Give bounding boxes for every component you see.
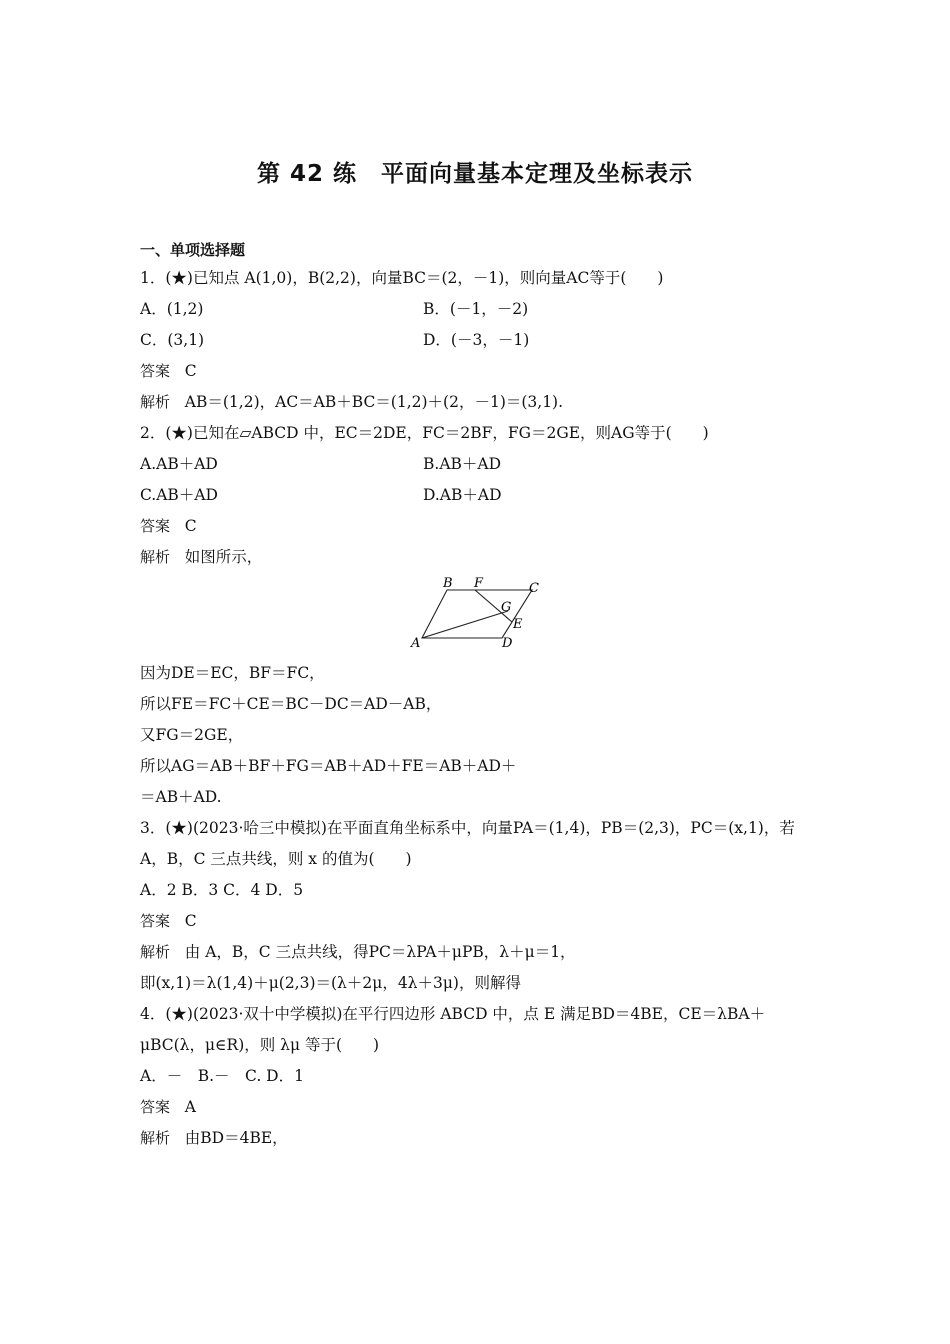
- question-3-answer: [140, 911, 197, 931]
- question-4-answer: [140, 1097, 196, 1117]
- answer-value: C: [184, 362, 197, 380]
- answer-value: C: [184, 517, 197, 535]
- question-4-analysis: [140, 1128, 288, 1148]
- question-2-stem: 2．(★)已知在▱ABCD 中，EC＝2DE，FC＝2BF，FG＝2GE，则AG等于( ): [140, 424, 709, 442]
- answer-value: C: [184, 912, 197, 930]
- answer-label: 答案: [140, 517, 171, 535]
- question-2-step-4: 所以AG＝AB＋BF＋FG＝AB＋AD＋FE＝AB＋AD＋: [140, 757, 517, 775]
- answer-label: 答案: [140, 912, 171, 930]
- question-3-stem-line-1: 3．(★)(2023·哈三中模拟)在平面直角坐标系中，向量PA＝(1,4)，PB＝(2,3)，PC＝(x,1)，若: [140, 819, 795, 837]
- label-c: C: [529, 581, 539, 596]
- question-1-option-b: B．(－1，－2): [423, 300, 529, 318]
- question-3-options: A．2 B．3 C．4 D．5: [140, 881, 304, 899]
- question-1-option-c: C．(3,1): [140, 331, 205, 349]
- label-e: E: [513, 617, 523, 632]
- question-2-step-1: 因为DE＝EC，BF＝FC，: [140, 664, 325, 682]
- question-1-option-a: A．(1,2): [140, 300, 204, 318]
- parallelogram-figure: [405, 573, 555, 653]
- question-2-step-2: 所以FE＝FC＋CE＝BC－DC＝AD－AB，: [140, 695, 442, 713]
- answer-label: 答案: [140, 362, 171, 380]
- answer-value: A: [184, 1098, 196, 1116]
- analysis-text: AB＝(1,2)，AC＝AB＋BC＝(1,2)＋(2，－1)＝(3,1).: [184, 393, 564, 411]
- analysis-text: 由BD＝4BE，: [184, 1129, 288, 1147]
- label-g: G: [501, 600, 512, 615]
- question-2-step-5: ＝AB＋AD.: [140, 788, 222, 806]
- question-2-step-3: 又FG＝2GE，: [140, 726, 244, 744]
- question-4-stem-line-1: 4．(★)(2023·双十中学模拟)在平行四边形 ABCD 中，点 E 满足BD＝4BE，CE＝λBA＋: [140, 1005, 766, 1023]
- question-1-analysis: [140, 392, 563, 412]
- label-d: D: [502, 636, 513, 651]
- question-3-step-1: 即(x,1)＝λ(1,4)＋μ(2,3)＝(λ＋2μ，4λ＋3μ)，则解得: [140, 974, 521, 992]
- label-f: F: [474, 576, 484, 591]
- question-1-answer: [140, 361, 197, 381]
- analysis-text: 由 A，B，C 三点共线，得PC＝λPA＋μPB，λ＋μ＝1，: [184, 943, 576, 961]
- analysis-label: 解析: [140, 548, 171, 566]
- analysis-label: 解析: [140, 393, 171, 411]
- label-a: A: [411, 636, 421, 651]
- question-3-analysis: [140, 942, 576, 962]
- analysis-text: 如图所示，: [184, 548, 263, 566]
- analysis-label: 解析: [140, 1129, 171, 1147]
- question-4-stem-line-2: μBC(λ，μ∈R)，则 λμ 等于( ): [140, 1036, 380, 1054]
- question-1-stem: 1．(★)已知点 A(1,0)，B(2,2)，向量BC＝(2，－1)，则向量AC等于( ): [140, 269, 664, 287]
- question-2-option-c: C.AB＋AD: [140, 486, 218, 504]
- question-3-stem-line-2: A，B，C 三点共线，则 x 的值为( ): [140, 850, 412, 868]
- label-b: B: [443, 576, 453, 591]
- section-heading: 一、单项选择题: [140, 241, 246, 259]
- question-2-answer: [140, 516, 197, 536]
- page-title: 第 42 练 平面向量基本定理及坐标表示: [256, 161, 694, 187]
- analysis-label: 解析: [140, 943, 171, 961]
- question-1-option-d: D．(－3，－1): [423, 331, 530, 349]
- question-2-option-d: D.AB＋AD: [423, 486, 502, 504]
- question-2-analysis: [140, 547, 262, 567]
- question-2-option-b: B.AB＋AD: [423, 455, 502, 473]
- question-2-option-a: A.AB＋AD: [140, 455, 218, 473]
- segment-ag: [422, 611, 508, 638]
- question-4-options: A．－ B.－ C. D．1: [140, 1067, 304, 1085]
- answer-label: 答案: [140, 1098, 171, 1116]
